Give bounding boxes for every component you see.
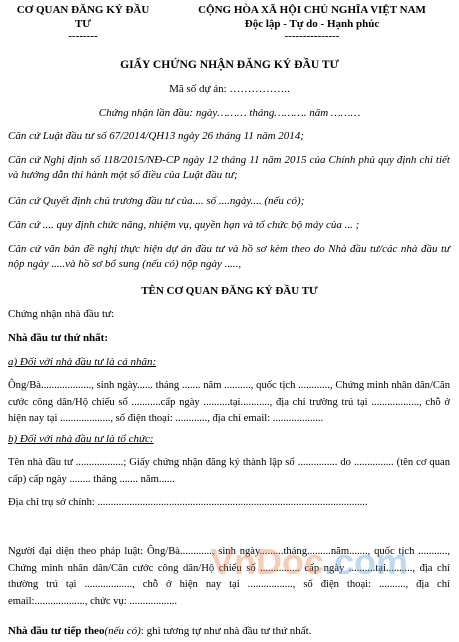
legal-basis-4: Căn cứ .... quy định chức năng, nhiệm vụ, quyền hạn và tổ chức bộ máy của ... ; [8,219,360,231]
watermark-text-2: .com [324,541,409,582]
project-code: Mã số dự án: …………….. [169,83,290,95]
next-investor-label: Nhà đầu tư tiếp theo [8,625,105,637]
organization-address: Địa chỉ trụ sở chính: ...................................................................................................... [8,497,368,508]
national-header-line1: CỘNG HÒA XÃ HỘI CHỦ NGHĨA VIỆT NAM [198,4,426,16]
next-investor-rest: : ghi tương tự như nhà đầu tư thứ nhất. [140,625,312,637]
individual-investor-heading: a) Đối với nhà đầu tư là cá nhân: [8,356,157,368]
legal-basis-1: Căn cứ Luật đầu tư số 67/2014/QH13 ngày 26 tháng 11 năm 2014; [8,130,304,142]
legal-basis-3: Căn cứ Quyết định chủ trương đầu tư của.... số ....ngày.... (nếu có); [8,195,305,207]
organization-representative: Người đại diện theo pháp luật: Ông/Bà............, sinh ngày.........tháng.........năm......., quốc tịch ..........., Chứng minh nhân dân/Căn cước công dân/Hộ chiếu số ............... cấp ngày ..........tại.........., địa chỉ thường trú tại .................., chỗ ở hiện nay tại ................., số điện thoại: .........., địa chỉ email:..................., chức vụ: .................. [8,546,450,607]
national-header-line2: Độc lập - Tự do - Hạnh phúc [244,18,380,30]
next-investor-note [8,624,450,638]
watermark-logo [210,541,408,583]
individual-investor-details: Ông/Bà..................., sinh ngày...... tháng ....... năm .........., quốc tịch ............, Chứng minh nhân dân/Căn cước công dân/Hộ chiếu số ...........cấp ngày ..........tại..........., địa chỉ trường trú tại .................., chỗ ở hiện nay tại ..................., số điện thoại: ............, địa chỉ email: ................... [8,380,450,424]
legal-basis-5: Căn cứ văn bản đề nghị thực hiện dự án đầu tư và hồ sơ kèm theo do Nhà đầu tư/các nhà đầu tư nộp ngày .....và hồ sơ bổ sung (nếu có) nộp ngày ....., [8,243,450,270]
agency-title: TÊN CƠ QUAN ĐĂNG KÝ ĐẦU TƯ [141,285,318,297]
next-investor-optional: (nếu có) [104,625,141,637]
agency-header [8,3,158,41]
certifies-investor: Chứng nhận nhà đầu tư: [8,308,115,320]
organization-name-details: Tên nhà đầu tư ..................; Giấy chứng nhận đăng ký thành lập số ............... do ............... (tên cơ quan cấp) cấp ngày ........ tháng ....... năm...... [8,457,450,485]
national-header [168,3,456,41]
agency-header-dash: -------- [68,30,98,42]
legal-basis-2: Căn cứ Nghị định số 118/2015/NĐ-CP ngày 12 tháng 11 năm 2015 của Chính phủ quy định chi tiết và hướng dẫn thi hành một số điều của Luật đầu tư; [8,154,450,181]
national-header-dash: --------------- [284,30,340,42]
document-title: GIẤY CHỨNG NHẬN ĐĂNG KÝ ĐẦU TƯ [120,58,339,71]
organization-investor-heading: b) Đối với nhà đầu tư là tổ chức: [8,433,154,445]
first-certification-date: Chứng nhận lần đầu: ngày……… tháng………. năm ……… [98,107,361,119]
watermark-text-1: VnDoc [210,541,325,582]
agency-header-line2: TƯ [74,18,92,30]
agency-header-line1: CƠ QUAN ĐĂNG KÝ ĐẦU [16,4,150,16]
first-investor-heading: Nhà đầu tư thứ nhất: [8,332,109,344]
